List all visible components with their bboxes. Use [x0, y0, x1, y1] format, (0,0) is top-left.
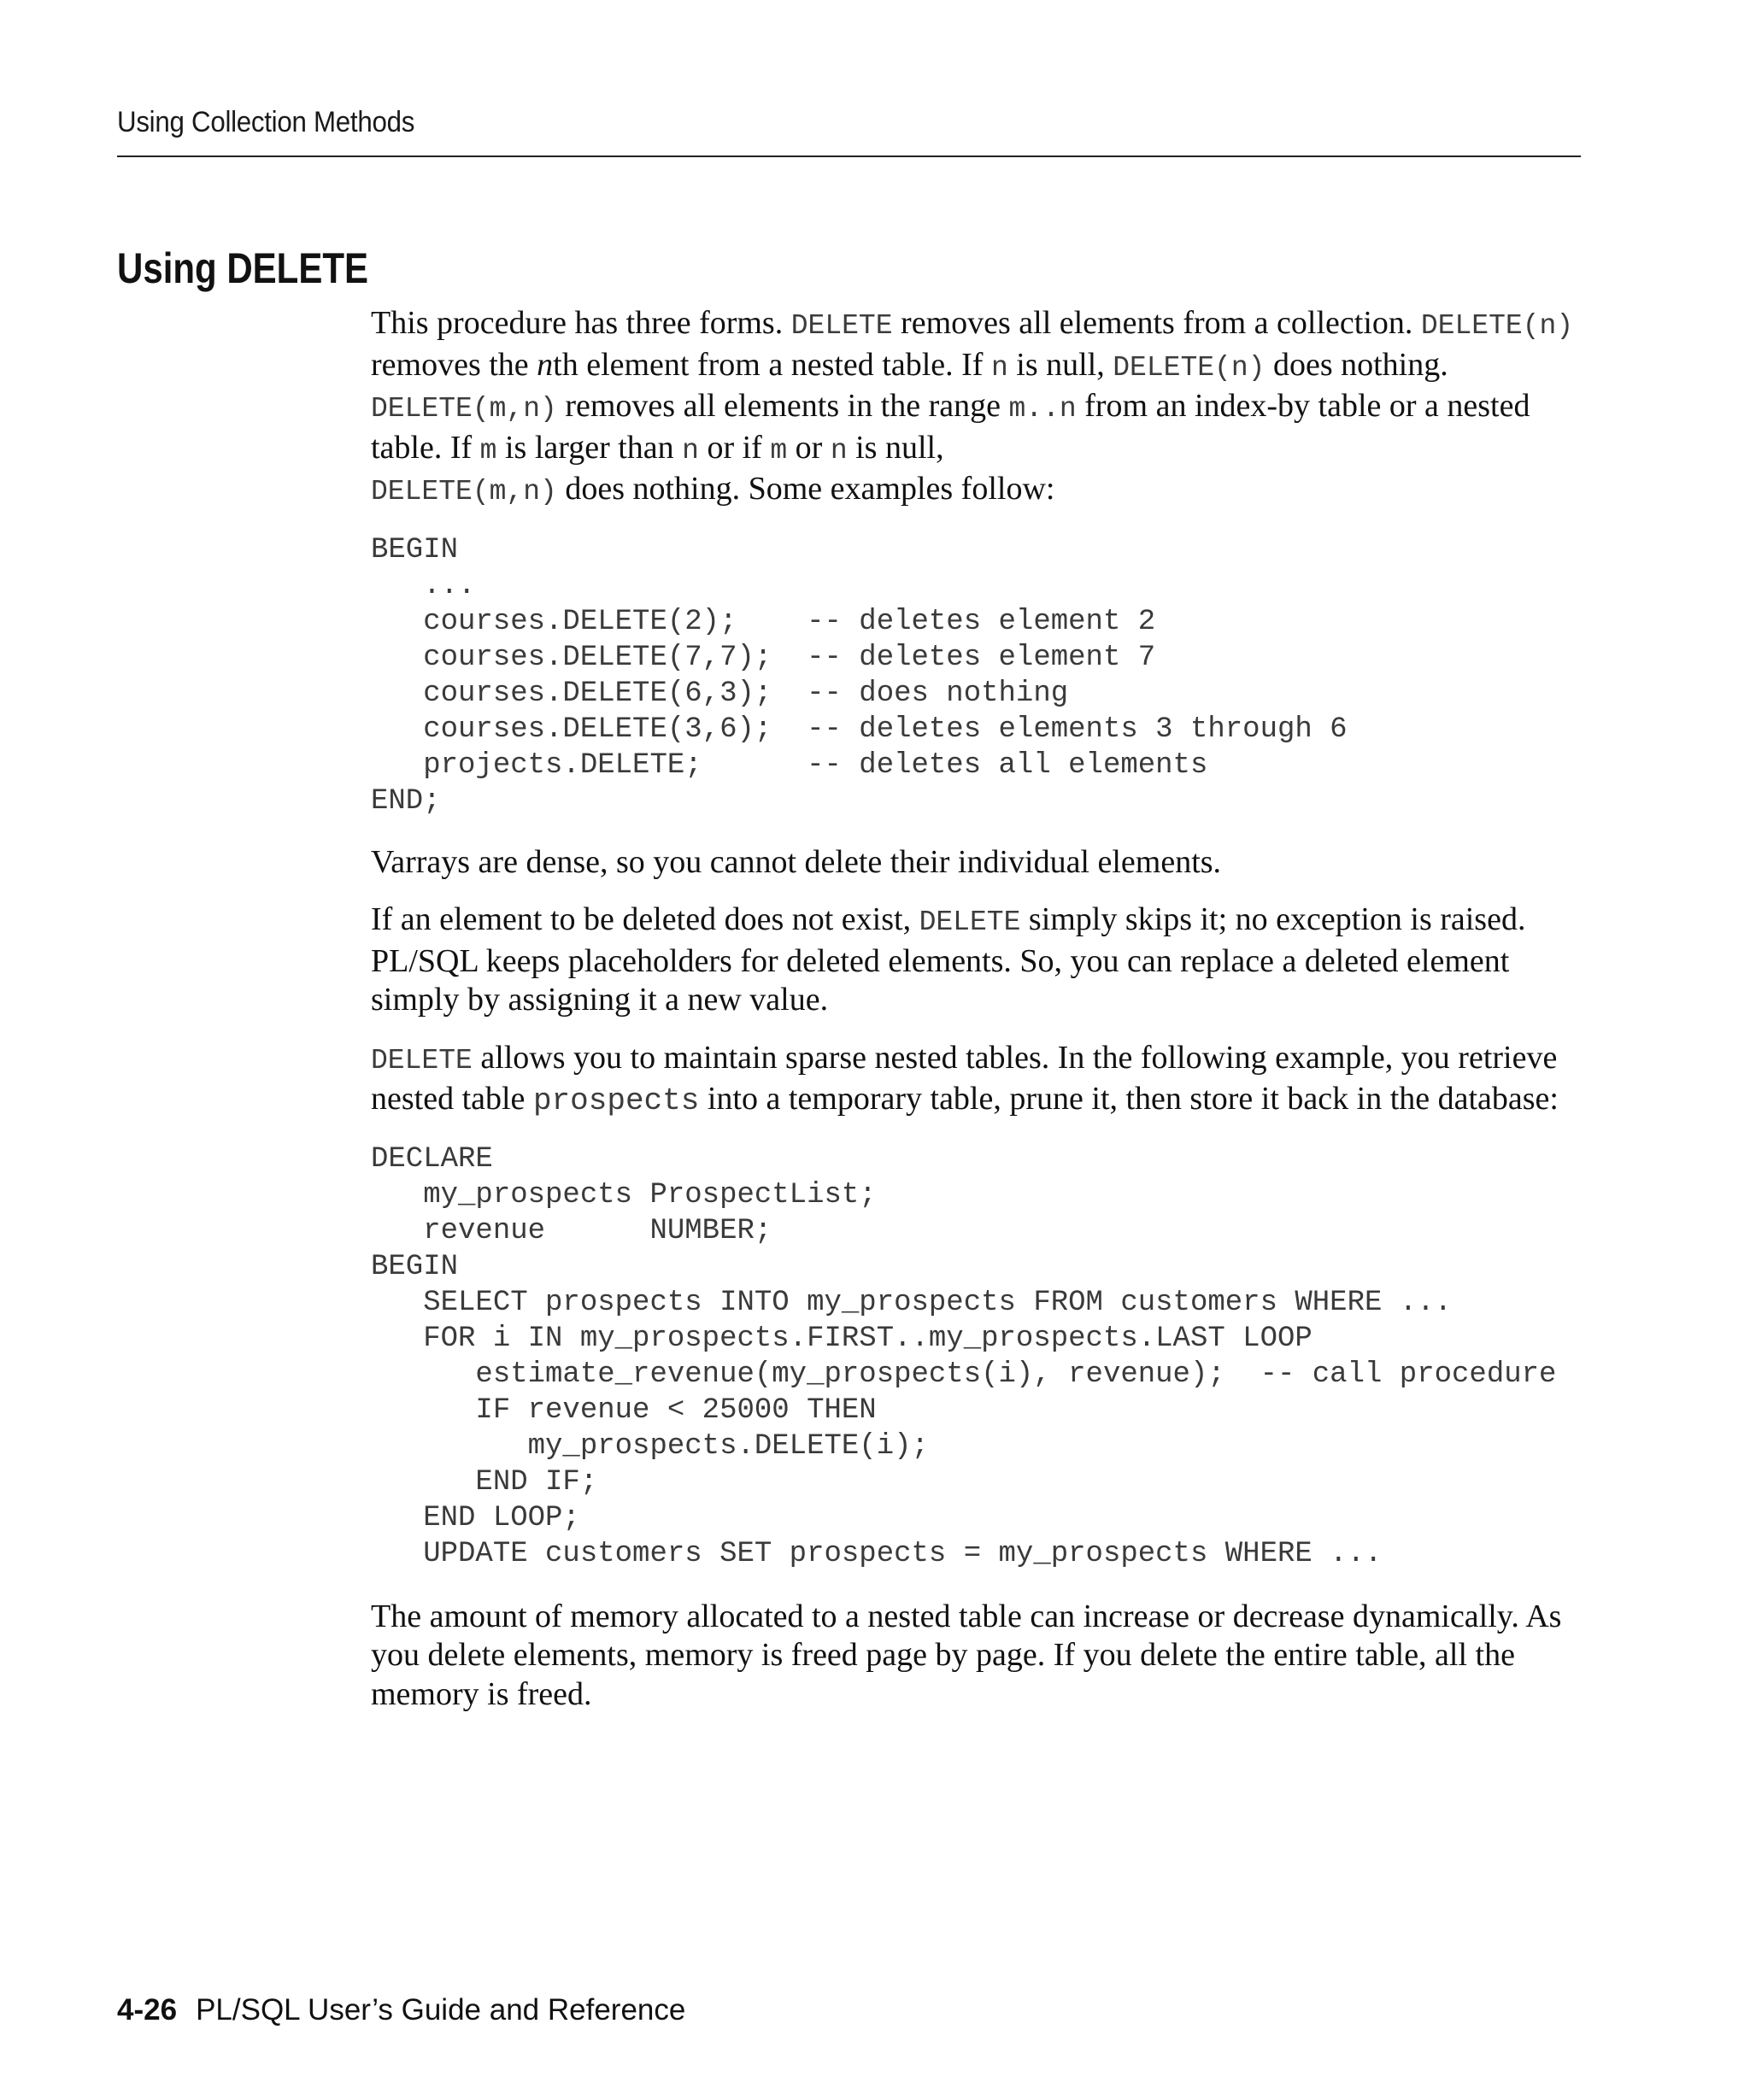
varrays-paragraph: Varrays are dense, so you cannot delete their individual elements. — [371, 843, 1222, 880]
intro-text: removes the — [371, 346, 537, 383]
header-rule — [117, 155, 1581, 157]
code-line: BEGIN — [371, 1250, 459, 1283]
code-example-prospects — [371, 1141, 1601, 1572]
code-line: IF revenue < 25000 THEN — [371, 1393, 877, 1427]
intro-text: is null, — [847, 429, 944, 466]
intro-text: or if — [698, 429, 771, 466]
intro-text: from an index-by table or a nested table. If — [371, 388, 1530, 466]
intro-text: th element from a nested table. If — [553, 346, 991, 383]
code-line: END; — [371, 784, 441, 818]
intro-text: or — [787, 429, 831, 466]
section-title: Using DELETE — [117, 244, 369, 292]
code-line: my_prospects.DELETE(i); — [371, 1429, 929, 1463]
code-line: FOR i IN my_prospects.FIRST..my_prospects.LAST LOOP — [371, 1322, 1312, 1355]
inline-italic: n — [537, 346, 554, 383]
code-line: revenue NUMBER; — [371, 1214, 772, 1247]
body-text: simply skips it; no exception is raised. PL/SQL keeps placeholders for deleted elements. So, you can replace a deleted element simply by assigning it a new value. — [371, 901, 1526, 1018]
code-line: DECLARE — [371, 1142, 493, 1176]
intro-text: does nothing. Some examples follow: — [556, 471, 1055, 507]
intro-text: removes all elements from a collection. — [892, 305, 1421, 341]
intro-text: This procedure has three forms. — [371, 305, 791, 341]
sparse-tables-paragraph — [371, 1039, 1601, 1121]
running-header: Using Collection Methods — [117, 106, 415, 138]
inline-code: DELETE — [371, 1044, 473, 1076]
code-line: BEGIN — [371, 533, 459, 566]
inline-code: prospects — [532, 1083, 700, 1118]
code-line: UPDATE customers SET prospects = my_prospects WHERE ... — [371, 1537, 1383, 1570]
body-text: into a temporary table, prune it, then store it back in the database: — [699, 1081, 1559, 1117]
inline-code: m — [479, 434, 497, 466]
memory-paragraph: The amount of memory allocated to a nested table can increase or decrease dynamically. As you delete elements, memory is freed page by page. If you delete the entire table, all the memory is freed. — [371, 1598, 1562, 1712]
nonexistent-element-paragraph — [371, 900, 1601, 1020]
inline-code: m..n — [1008, 393, 1077, 425]
code-line: END LOOP; — [371, 1501, 580, 1534]
inline-code: n — [830, 434, 848, 466]
code-line: ... — [371, 569, 476, 602]
inline-code: DELETE(m,n) — [371, 476, 557, 507]
code-line: courses.DELETE(3,6); -- deletes elements 3 through 6 — [371, 713, 1348, 746]
intro-text: is null, — [1007, 346, 1113, 383]
intro-paragraph — [371, 304, 1601, 512]
inline-code: DELETE — [790, 310, 893, 342]
code-line: estimate_revenue(my_prospects(i), revenue); -- call procedure — [371, 1358, 1557, 1391]
code-line: courses.DELETE(7,7); -- deletes element 7 — [371, 641, 1156, 674]
code-line: projects.DELETE; -- deletes all elements — [371, 748, 1208, 782]
inline-code: DELETE(m,n) — [371, 393, 557, 425]
code-line: END IF; — [371, 1465, 598, 1499]
code-line: courses.DELETE(6,3); -- does nothing — [371, 677, 1069, 710]
content-body — [371, 304, 1601, 1714]
intro-text: removes all elements in the range — [556, 388, 1009, 424]
inline-code: DELETE(n) — [1113, 351, 1266, 384]
page-footer — [117, 1993, 685, 2027]
code-line: SELECT prospects INTO my_prospects FROM customers WHERE ... — [371, 1286, 1453, 1319]
code-line: my_prospects ProspectList; — [371, 1178, 877, 1211]
intro-text: does nothing. — [1265, 346, 1448, 383]
body-text: allows you to maintain sparse nested tables. In the following example, you retrieve nested table — [371, 1039, 1558, 1117]
inline-code: DELETE(n) — [1420, 310, 1574, 342]
inline-code: DELETE — [919, 906, 1021, 938]
inline-code: n — [682, 434, 699, 466]
inline-code: n — [990, 351, 1008, 384]
inline-code: m — [770, 434, 788, 466]
intro-text: is larger than — [496, 429, 683, 466]
book-title: PL/SQL User’s Guide and Reference — [196, 1993, 686, 2027]
code-example-delete — [371, 532, 1601, 819]
code-line: courses.DELETE(2); -- deletes element 2 — [371, 605, 1156, 638]
body-text: If an element to be deleted does not exist, — [371, 901, 919, 937]
page-number: 4-26 — [117, 1993, 178, 2027]
